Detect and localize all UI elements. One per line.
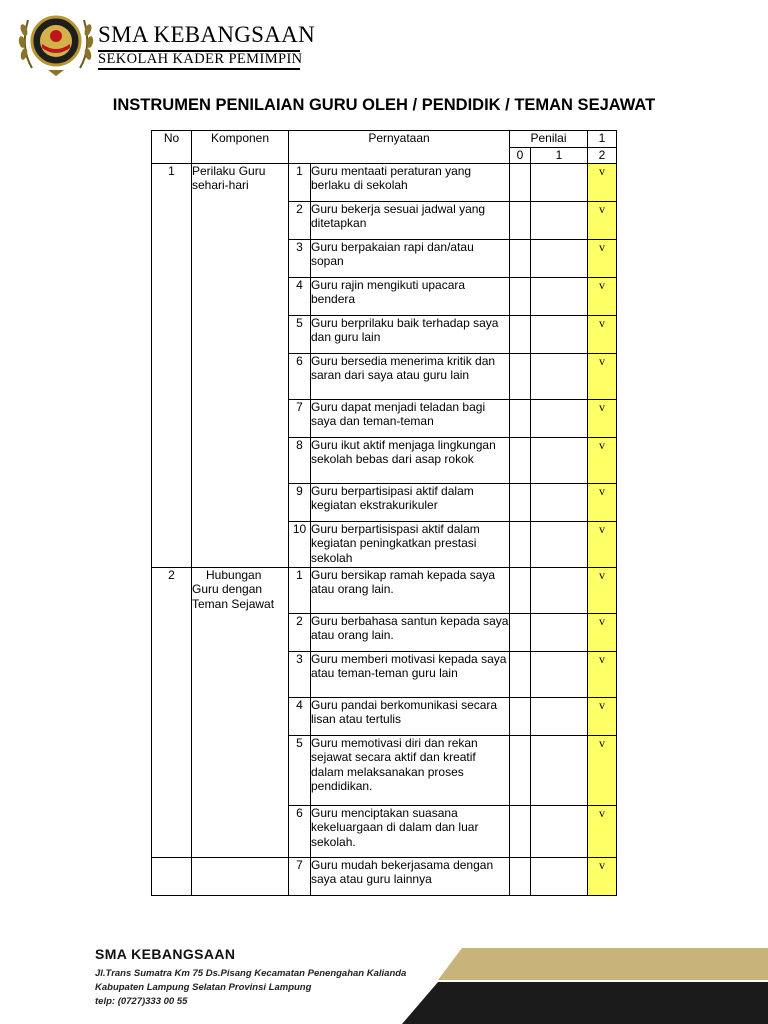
school-tagline: SEKOLAH KADER PEMIMPIN	[98, 51, 303, 67]
section-component: Perilaku Guru sehari-hari	[192, 163, 289, 567]
statement-text: Guru bersikap ramah kepada saya atau orang lain.	[311, 567, 510, 613]
score-0-cell[interactable]	[510, 437, 531, 483]
footer-decoration	[380, 948, 768, 1024]
statement-number: 4	[289, 277, 311, 315]
statement-number: 6	[289, 353, 311, 399]
score-0-cell[interactable]	[510, 399, 531, 437]
score-2-check-mark[interactable]: v	[588, 163, 617, 201]
score-0-cell[interactable]	[510, 521, 531, 567]
header-komponen: Komponen	[192, 131, 289, 164]
score-2-check-mark[interactable]: v	[588, 651, 617, 697]
score-1-cell[interactable]	[531, 567, 588, 613]
footer-school-name: SMA KEBANGSAAN	[95, 946, 236, 962]
score-2-check-mark[interactable]: v	[588, 353, 617, 399]
statement-number: 1	[289, 567, 311, 613]
header-penilai: Penilai	[510, 131, 588, 148]
section-number: 2	[152, 567, 192, 857]
score-1-cell[interactable]	[531, 399, 588, 437]
statement-number: 7	[289, 399, 311, 437]
table-row	[152, 163, 617, 201]
score-0-cell[interactable]	[510, 315, 531, 353]
footer-address-region: Kabupaten Lampung Selatan Provinsi Lampung	[95, 982, 312, 993]
score-0-cell[interactable]	[510, 483, 531, 521]
statement-number: 2	[289, 201, 311, 239]
score-1-cell[interactable]	[531, 651, 588, 697]
section-number: 1	[152, 163, 192, 567]
score-2-check-mark[interactable]: v	[588, 697, 617, 735]
statement-text: Guru rajin mengikuti upacara bendera	[311, 277, 510, 315]
score-2-check-mark[interactable]: v	[588, 437, 617, 483]
statement-text: Guru bekerja sesuai jadwal yang ditetapkan	[311, 201, 510, 239]
statement-number: 5	[289, 315, 311, 353]
score-0-cell[interactable]	[510, 277, 531, 315]
score-1-cell[interactable]	[531, 697, 588, 735]
score-0-cell[interactable]	[510, 163, 531, 201]
statement-number: 3	[289, 239, 311, 277]
statement-text: Guru memotivasi diri dan rekan sejawat secara aktif dan kreatif dalam melaksanakan proses pendidikan.	[311, 735, 510, 805]
score-0-cell[interactable]	[510, 201, 531, 239]
statement-text: Guru berprilaku baik terhadap saya dan guru lain	[311, 315, 510, 353]
score-1-cell[interactable]	[531, 805, 588, 857]
score-2-check-mark[interactable]: v	[588, 567, 617, 613]
score-1-cell[interactable]	[531, 613, 588, 651]
score-0-cell[interactable]	[510, 697, 531, 735]
score-1-cell[interactable]	[531, 521, 588, 567]
score-1-cell[interactable]	[531, 239, 588, 277]
score-1-cell[interactable]	[531, 857, 588, 895]
empty-cell	[192, 857, 289, 895]
score-0-cell[interactable]	[510, 651, 531, 697]
score-1-cell[interactable]	[531, 277, 588, 315]
statement-number: 2	[289, 613, 311, 651]
table-row	[152, 857, 617, 895]
score-0-cell[interactable]	[510, 805, 531, 857]
letterhead	[18, 8, 318, 78]
footer-phone: telp: (0727)333 00 55	[95, 996, 188, 1007]
table-row	[152, 567, 617, 613]
score-1-cell[interactable]	[531, 201, 588, 239]
section-component: Hubungan Guru dengan Teman Sejawat	[192, 567, 289, 857]
statement-text: Guru berbahasa santun kepada saya atau orang lain.	[311, 613, 510, 651]
header-score-0: 0	[510, 148, 531, 164]
score-0-cell[interactable]	[510, 613, 531, 651]
statement-number: 10	[289, 521, 311, 567]
score-2-check-mark[interactable]: v	[588, 613, 617, 651]
score-2-check-mark[interactable]: v	[588, 399, 617, 437]
score-2-check-mark[interactable]: v	[588, 315, 617, 353]
statement-number: 7	[289, 857, 311, 895]
statement-text: Guru mudah bekerjasama dengan saya atau guru lainnya	[311, 857, 510, 895]
score-1-cell[interactable]	[531, 163, 588, 201]
statement-number: 9	[289, 483, 311, 521]
empty-cell	[152, 857, 192, 895]
score-2-check-mark[interactable]: v	[588, 239, 617, 277]
statement-text: Guru dapat menjadi teladan bagi saya dan teman-teman	[311, 399, 510, 437]
footer-address: Jl.Trans Sumatra Km 75 Ds.Pisang Kecamatan Penengahan Kalianda	[95, 968, 407, 979]
header-penilai-value: 1	[588, 131, 617, 148]
score-2-check-mark[interactable]: v	[588, 857, 617, 895]
score-0-cell[interactable]	[510, 567, 531, 613]
score-1-cell[interactable]	[531, 437, 588, 483]
statement-text: Guru bersedia menerima kritik dan saran dari saya atau guru lain	[311, 353, 510, 399]
statement-text: Guru mentaati peraturan yang berlaku di sekolah	[311, 163, 510, 201]
score-1-cell[interactable]	[531, 353, 588, 399]
header-no: No	[152, 131, 192, 164]
statement-text: Guru berpartisispasi aktif dalam kegiatan peningkatkan prestasi sekolah	[311, 521, 510, 567]
score-2-check-mark[interactable]: v	[588, 201, 617, 239]
score-2-check-mark[interactable]: v	[588, 521, 617, 567]
assessment-table	[151, 130, 617, 896]
header-score-2: 2	[588, 148, 617, 164]
statement-text: Guru pandai berkomunikasi secara lisan atau tertulis	[311, 697, 510, 735]
score-0-cell[interactable]	[510, 353, 531, 399]
score-1-cell[interactable]	[531, 483, 588, 521]
letterhead-rule	[98, 68, 300, 70]
score-1-cell[interactable]	[531, 735, 588, 805]
statement-text: Guru menciptakan suasana kekeluargaan di dalam dan luar sekolah.	[311, 805, 510, 857]
statement-text: Guru memberi motivasi kepada saya atau teman-teman guru lain	[311, 651, 510, 697]
statement-number: 1	[289, 163, 311, 201]
score-0-cell[interactable]	[510, 735, 531, 805]
statement-text: Guru ikut aktif menjaga lingkungan sekolah bebas dari asap rokok	[311, 437, 510, 483]
statement-text: Guru berpakaian rapi dan/atau sopan	[311, 239, 510, 277]
header-pernyataan: Pernyataan	[289, 131, 510, 164]
table-body	[152, 163, 617, 895]
header-score-1: 1	[531, 148, 588, 164]
statement-number: 8	[289, 437, 311, 483]
score-2-check-mark[interactable]: v	[588, 735, 617, 805]
statement-number: 3	[289, 651, 311, 697]
score-2-check-mark[interactable]: v	[588, 277, 617, 315]
score-2-check-mark[interactable]: v	[588, 805, 617, 857]
statement-number: 4	[289, 697, 311, 735]
score-2-check-mark[interactable]: v	[588, 483, 617, 521]
score-0-cell[interactable]	[510, 239, 531, 277]
score-0-cell[interactable]	[510, 857, 531, 895]
statement-number: 6	[289, 805, 311, 857]
score-1-cell[interactable]	[531, 315, 588, 353]
school-name: SMA KEBANGSAAN	[98, 22, 315, 47]
school-crest-icon	[18, 8, 94, 78]
statement-text: Guru berpartisipasi aktif dalam kegiatan ekstrakurikuler	[311, 483, 510, 521]
statement-number: 5	[289, 735, 311, 805]
document-title: INSTRUMEN PENILAIAN GURU OLEH / PENDIDIK / TEMAN SEJAWAT	[112, 96, 656, 114]
